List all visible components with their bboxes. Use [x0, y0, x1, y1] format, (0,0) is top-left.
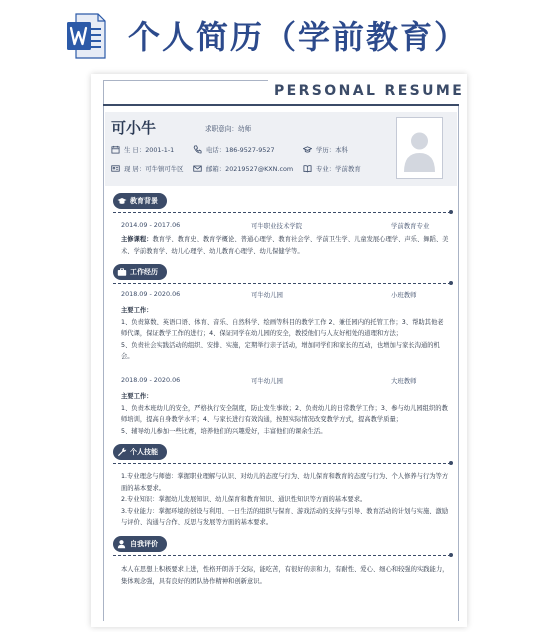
self-eval-title: 自我评价 — [130, 540, 158, 548]
section-dot — [449, 210, 453, 214]
location-info — [111, 164, 184, 173]
book-icon — [303, 164, 312, 173]
wrench-icon — [117, 447, 127, 457]
phone-text: 电话：186-9527-9527 — [206, 146, 275, 154]
duty-text: 1、负责算数、英语口语、体育、音乐、自然科学、绘画等科目的教学工作 2、兼任园内的托管工作；3、帮助其他老师代课，保证教学工作的进行；4、保证同学在幼儿园的安全，教授他们与人友好相处的道理和方法； — [121, 318, 444, 337]
work-title: 工作经历 — [130, 268, 158, 276]
skills-pill — [113, 444, 167, 460]
skills-list — [121, 471, 449, 529]
section-self-eval — [113, 536, 459, 552]
resume-page — [91, 74, 467, 627]
location-text: 现 居：可牛镇可牛区 — [124, 165, 184, 173]
degree-text: 学历：本科 — [316, 146, 348, 154]
phone-info — [193, 145, 275, 154]
section-divider — [113, 283, 451, 284]
graduation-cap-icon — [117, 196, 127, 206]
section-dot — [449, 461, 453, 465]
mail-icon — [193, 164, 202, 173]
section-education — [113, 193, 459, 209]
job-company: 可牛幼儿园 — [251, 291, 283, 299]
page-title: 个人简历（学前教育） — [128, 18, 469, 56]
banner-rule — [103, 104, 459, 106]
phone-icon — [193, 145, 202, 154]
education-date: 2014.09 - 2017.06 — [121, 221, 181, 229]
education-pill — [113, 193, 167, 209]
resume-banner: PERSONAL RESUME — [274, 83, 465, 99]
education-title: 教育背景 — [130, 197, 158, 205]
duty-text: 5、辅导幼儿参加一些比赛，培养他们的兴趣爱好，丰富他们的课余生活。 — [121, 427, 327, 435]
user-icon — [117, 539, 127, 549]
word-icon — [66, 12, 106, 60]
profile-photo — [396, 117, 443, 179]
section-divider — [113, 555, 451, 556]
section-dot — [449, 281, 453, 285]
id-card-icon — [111, 164, 120, 173]
job-date: 2018.09 - 2020.06 — [121, 376, 181, 384]
skill-item: 1.专业理念与师德：掌握职业理解与认识、对幼儿的态度与行为、幼儿保育和教育的态度与行为、个人修养与行为等方面的基本要求。 — [121, 473, 449, 492]
major-text: 专业：学前教育 — [316, 165, 361, 173]
skills-title: 个人技能 — [130, 448, 158, 456]
courses-label: 主修课程： — [121, 236, 153, 243]
briefcase-icon — [117, 267, 127, 277]
education-school: 可牛职业技术学院 — [251, 222, 303, 230]
job-duties — [121, 391, 449, 437]
email-text: 邮箱：20219527@KXN.com — [206, 165, 294, 173]
education-major: 学前教育专业 — [391, 222, 430, 230]
duties-label: 主要工作： — [121, 307, 153, 314]
duty-text: 5、负责社会实践活动的组织、安排、实施，定期举行亲子活动，增加同学们和家长的互动，也增加与家长沟通的机会。 — [121, 341, 440, 360]
major-info — [303, 164, 361, 173]
duties-label: 主要工作： — [121, 393, 153, 400]
avatar-icon — [402, 126, 437, 172]
section-dot — [449, 553, 453, 557]
job-company: 可牛幼儿园 — [251, 377, 283, 385]
candidate-name: 可小牛 — [111, 119, 157, 137]
job-position: 大班教师 — [391, 377, 417, 385]
job-date: 2018.09 - 2020.06 — [121, 290, 181, 298]
section-divider — [113, 212, 451, 213]
job-position: 小班教师 — [391, 291, 417, 299]
degree-info — [303, 145, 348, 154]
birth-text: 生 日：2001-1-1 — [124, 146, 175, 154]
email-info — [193, 164, 293, 173]
section-work — [113, 264, 459, 280]
job-duties — [121, 305, 449, 363]
work-pill — [113, 264, 167, 280]
graduation-cap-icon — [303, 145, 312, 154]
section-divider — [113, 463, 451, 464]
skill-item: 3.专业能力：掌握环境的创设与利用、一日生活的组织与保育、游戏活动的支持与引导、教育活动的计划与实施、激励与评价、沟通与合作、反思与发展等方面的基本要求。 — [121, 507, 449, 526]
education-courses — [121, 234, 449, 257]
frame-line-top — [103, 80, 268, 81]
self-eval-pill — [113, 536, 167, 552]
document-header — [0, 0, 560, 72]
birth-info — [111, 145, 174, 154]
duty-text: 1、负责本班幼儿的安全，严格执行安全制度，防止发生事故；2、负责幼儿的日常教学工作；3、参与幼儿园组织的教师培训，提高自身教学水平；4、与家长进行有效沟通，按照实际情况改变教学方式，提高教学质量； — [121, 404, 448, 423]
self-eval-text: 本人在思想上积极要求上进，性格开朗善于交际，能吃苦，有很好的亲和力，有耐性、爱心、细心和较强的实践能力，集体观念强，具有良好的团队协作精神和创新意识。 — [121, 566, 449, 585]
courses-text: 教育学、教育史、教育学概论、普通心理学、教育社会学、学前卫生学、儿童发展心理学、声乐、舞蹈、美术、学前教育学、幼儿心理学、幼儿教育心理学、幼儿保健学等。 — [121, 236, 449, 255]
skill-item: 2.专业知识：掌握幼儿发展知识、幼儿保育和教育知识、通识性知识等方面的基本要求。 — [121, 496, 367, 503]
frame-line-left — [103, 80, 104, 621]
job-intent: 求职意向：幼师 — [205, 125, 252, 133]
section-skills — [113, 444, 459, 460]
calendar-icon — [111, 145, 120, 154]
profile-section — [105, 112, 457, 186]
